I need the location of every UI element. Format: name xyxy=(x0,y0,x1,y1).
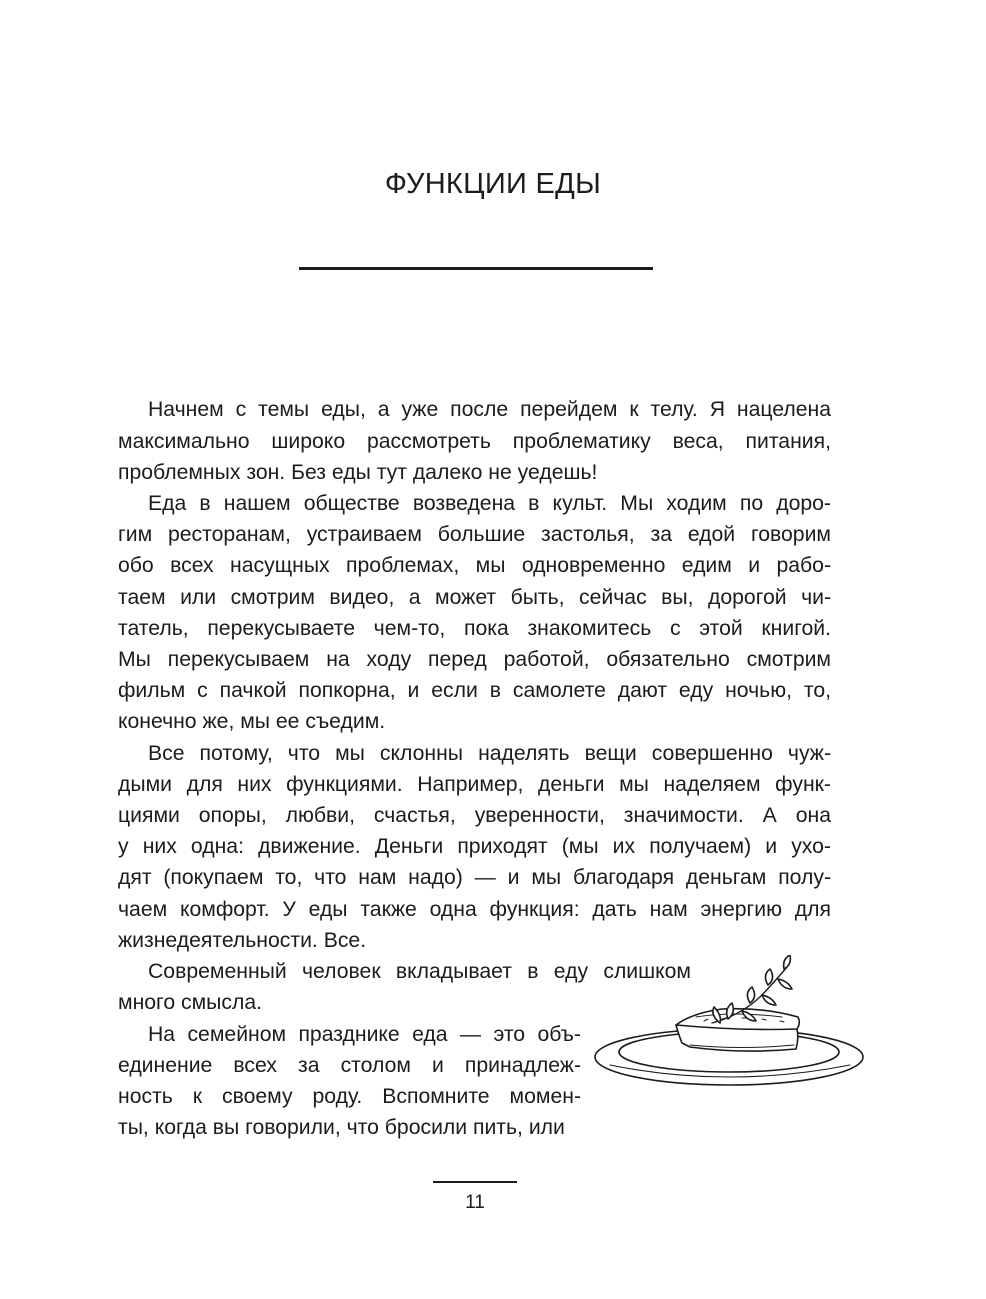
text-line: ность к своему роду. Вспомните момен- xyxy=(118,1085,581,1108)
text-line: Все потому, что мы склонны наделять вещи совершенно чуж- xyxy=(148,742,831,765)
footer-divider xyxy=(433,1181,517,1183)
text-line: чаем комфорт. У еды также одна функция: дать нам энергию для xyxy=(118,898,831,921)
text-line: у них одна: движение. Деньги приходят (мы их получаем) и ухо- xyxy=(118,835,831,858)
text-line: единение всех за столом и принадлеж- xyxy=(118,1054,581,1077)
text-line: жизнедеятельности. Все. xyxy=(118,929,367,952)
text-line: дыми для них функциями. Например, деньги мы наделяем функ- xyxy=(118,773,831,796)
page-number: 11 xyxy=(465,1192,485,1213)
text-line: фильм с пачкой попкорна, и если в самолете дают еду ночью, то, xyxy=(118,679,831,702)
text-line: гим ресторанам, устраиваем большие застолья, за едой говорим xyxy=(118,523,831,546)
text-line: Современный человек вкладывает в еду слишком xyxy=(148,960,691,983)
text-line: На семейном празднике еда — это объ- xyxy=(148,1023,581,1046)
text-line: Мы перекусываем на ходу перед работой, обязательно смотрим xyxy=(118,648,831,671)
text-line: максимально широко рассмотреть проблематику веса, питания, xyxy=(118,430,831,453)
text-line: Начнем с темы еды, а уже после перейдем к телу. Я нацелена xyxy=(148,398,831,421)
text-line: проблемных зон. Без еды тут далеко не уедешь! xyxy=(118,461,598,484)
text-line: много смысла. xyxy=(118,991,262,1014)
text-line: конечно же, мы ее съедим. xyxy=(118,710,386,733)
text-line: татель, перекусываете чем-то, пока знакомитесь с этой книгой. xyxy=(118,617,831,640)
text-line: Еда в нашем обществе возведена в культ. Мы ходим по доро- xyxy=(148,492,831,515)
text-line: ты, когда вы говорили, что бросили пить, или xyxy=(118,1116,565,1139)
text-line: циями опоры, любви, счастья, уверенности, значимости. А она xyxy=(118,804,831,827)
text-line: дят (покупаем то, что нам надо) — и мы благодаря деньгам полу- xyxy=(118,866,831,889)
cake-slice-on-plate-icon xyxy=(592,955,872,1087)
chapter-title: ФУНКЦИИ ЕДЫ xyxy=(384,168,602,200)
text-line: таем или смотрим видео, а может быть, сейчас вы, дорогой чи- xyxy=(118,586,831,609)
title-divider xyxy=(299,267,653,270)
text-line: обо всех насущных проблемах, мы одновременно едим и рабо- xyxy=(118,554,831,577)
